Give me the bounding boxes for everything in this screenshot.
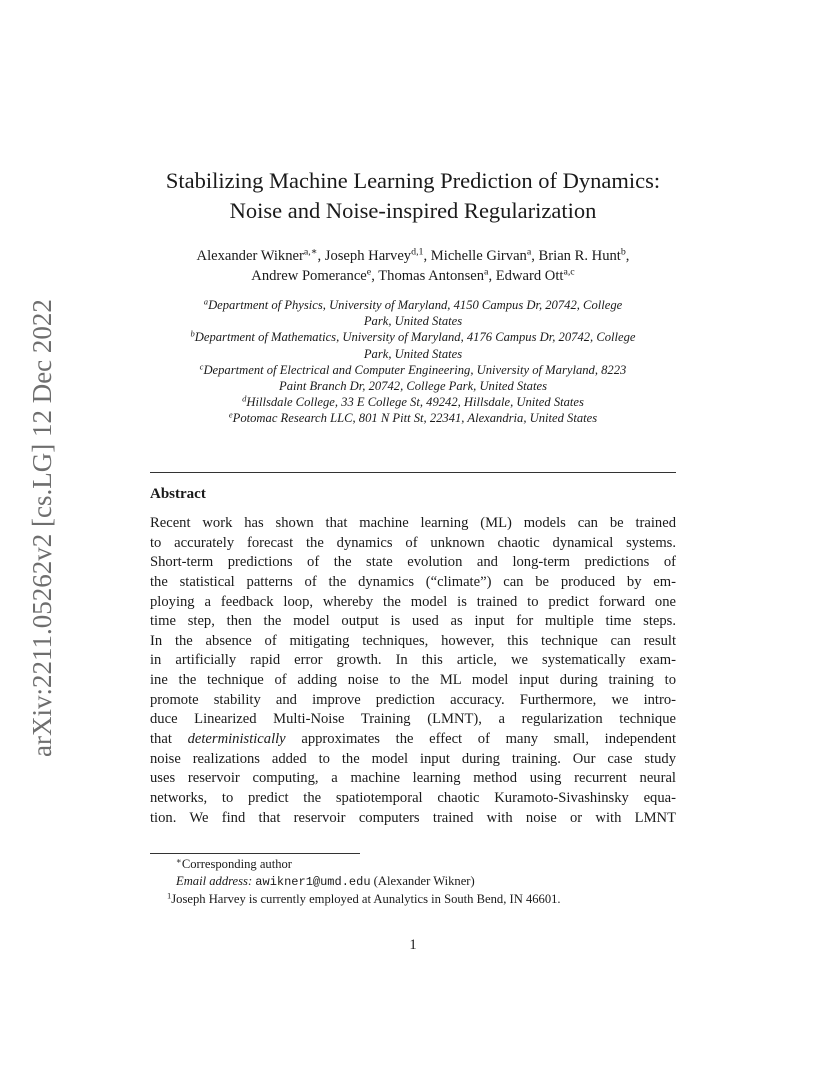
footnotes xyxy=(150,856,676,908)
footnote-text: Corresponding author xyxy=(181,857,292,871)
footnote-email xyxy=(150,873,676,891)
author-separator: , xyxy=(371,268,379,284)
author-affiliation-marker: a xyxy=(484,266,489,278)
title-line-2: Noise and Noise-inspired Regularization xyxy=(229,198,597,223)
author-affiliation-marker: a,∗ xyxy=(303,246,318,258)
affiliation-text: Potomac Research LLC, 801 N Pitt St, 22341, Alexandria, United States xyxy=(232,411,598,426)
author-affiliation-marker: a xyxy=(526,246,532,258)
affiliation-marker: a xyxy=(203,296,209,307)
abstract-heading: Abstract xyxy=(150,486,206,502)
abstract-line: ine the technique of adding noise to the ML model input during training to xyxy=(150,672,676,689)
author-name: Michelle Girvan xyxy=(430,248,527,264)
affiliation-marker: e xyxy=(228,409,233,420)
author-separator: , xyxy=(423,248,431,264)
footnote-marker: 1 xyxy=(167,890,172,901)
abstract-line-emphasis xyxy=(150,730,676,750)
abstract-line: In the absence of mitigating techniques, however, this technique can result xyxy=(150,632,676,649)
abstract-line: time step, then the model output is used as input for multiple time steps. xyxy=(150,613,676,630)
paper-title xyxy=(150,166,676,226)
affiliation-text: Hillsdale College, 33 E College St, 49242, Hillsdale, United States xyxy=(246,395,584,410)
footnote-1 xyxy=(150,891,676,908)
arxiv-identifier-stamp: arXiv:2211.05262v2 [cs.LG] 12 Dec 2022 xyxy=(27,299,57,757)
author-affiliation-marker: e xyxy=(366,266,372,278)
author-list xyxy=(150,246,676,286)
email-owner: (Alexander Wikner) xyxy=(373,874,475,888)
affiliation-text: Department of Physics, University of Maryland, 4150 Campus Dr, 20742, College xyxy=(208,298,623,312)
abstract-line: networks, to predict the spatiotemporal chaotic Kuramoto-Sivashinsky equa- xyxy=(150,789,676,806)
abstract-line: ploying a feedback loop, whereby the model is trained to predict forward one xyxy=(150,593,676,610)
page-number: 1 xyxy=(409,937,417,953)
abstract-line: to accurately forecast the dynamics of unknown chaotic dynamical systems. xyxy=(150,534,676,551)
abstract-line: uses reservoir computing, a machine learning method using recurrent neural xyxy=(150,770,676,787)
author-line-1 xyxy=(150,246,676,266)
author-affiliation-marker: b xyxy=(620,246,626,258)
author-line-2 xyxy=(150,266,676,286)
affiliation-entry xyxy=(150,410,676,426)
title-line-1: Stabilizing Machine Learning Prediction of Dynamics: xyxy=(165,168,661,193)
author-name: Brian R. Hunt xyxy=(538,248,621,264)
affiliation-entry xyxy=(150,329,676,345)
title-block-divider xyxy=(150,472,676,473)
footnote-marker: ∗ xyxy=(176,855,182,866)
footnote-text: Joseph Harvey is currently employed at Aunalytics in South Bend, IN 46601. xyxy=(171,892,561,906)
abstract-line: Recent work has shown that machine learning (ML) models can be trained xyxy=(150,515,676,531)
abstract-text: approximates the effect of many small, independent xyxy=(301,731,676,748)
affiliation-entry xyxy=(150,297,676,313)
author-separator: , xyxy=(625,248,630,264)
email-link[interactable]: awikner1@umd.edu xyxy=(255,875,371,889)
footnote-corresponding xyxy=(150,856,676,873)
author-separator: , xyxy=(531,248,539,264)
author-name: Alexander Wikner xyxy=(196,248,304,264)
abstract-line: in artificially rapid error growth. In this article, we systematically exam- xyxy=(150,652,676,669)
abstract-line: Short-term predictions of the state evolution and long-term predictions of xyxy=(150,554,676,571)
author-name: Edward Ott xyxy=(495,268,564,284)
abstract-line: promote stability and improve prediction accuracy. Furthermore, we intro- xyxy=(150,691,676,708)
affiliation-entry xyxy=(150,394,676,410)
affiliation-text: Department of Electrical and Computer Engineering, University of Maryland, 8223 xyxy=(203,362,627,377)
abstract-emphasis: deterministically xyxy=(187,731,286,748)
abstract-line: tion. We find that reservoir computers trained with noise or with LMNT xyxy=(150,809,676,826)
author-name: Thomas Antonsen xyxy=(378,268,485,284)
abstract-line: duce Linearized Multi-Noise Training (LMNT), a regularization technique xyxy=(150,711,676,728)
author-affiliation-marker: a,c xyxy=(563,266,575,278)
author-separator: , xyxy=(317,248,325,264)
affiliation-continuation: Park, United States xyxy=(363,314,463,329)
affiliation-marker: d xyxy=(242,393,247,404)
affiliation-continuation: Park, United States xyxy=(363,346,463,361)
footnote-divider xyxy=(150,853,360,854)
affiliation-list xyxy=(150,297,676,427)
author-name: Andrew Pomerance xyxy=(251,268,367,284)
author-separator: , xyxy=(488,268,496,284)
abstract-line: noise realizations added to the model input during training. Our case study xyxy=(150,750,676,767)
email-label: Email address: xyxy=(176,874,253,888)
affiliation-marker: c xyxy=(199,361,204,372)
affiliation-text: Department of Mathematics, University of Maryland, 4176 Campus Dr, 20742, College xyxy=(194,330,636,345)
affiliation-marker: b xyxy=(190,328,195,339)
abstract-text: that xyxy=(150,731,172,748)
author-affiliation-marker: d,1 xyxy=(411,246,424,258)
abstract-line: the statistical patterns of the dynamics (“climate”) can be produced by em- xyxy=(150,573,676,590)
author-name: Joseph Harvey xyxy=(324,248,412,264)
affiliation-entry xyxy=(150,362,676,378)
affiliation-continuation: Paint Branch Dr, 20742, College Park, United States xyxy=(279,379,547,394)
abstract-body xyxy=(150,514,676,828)
